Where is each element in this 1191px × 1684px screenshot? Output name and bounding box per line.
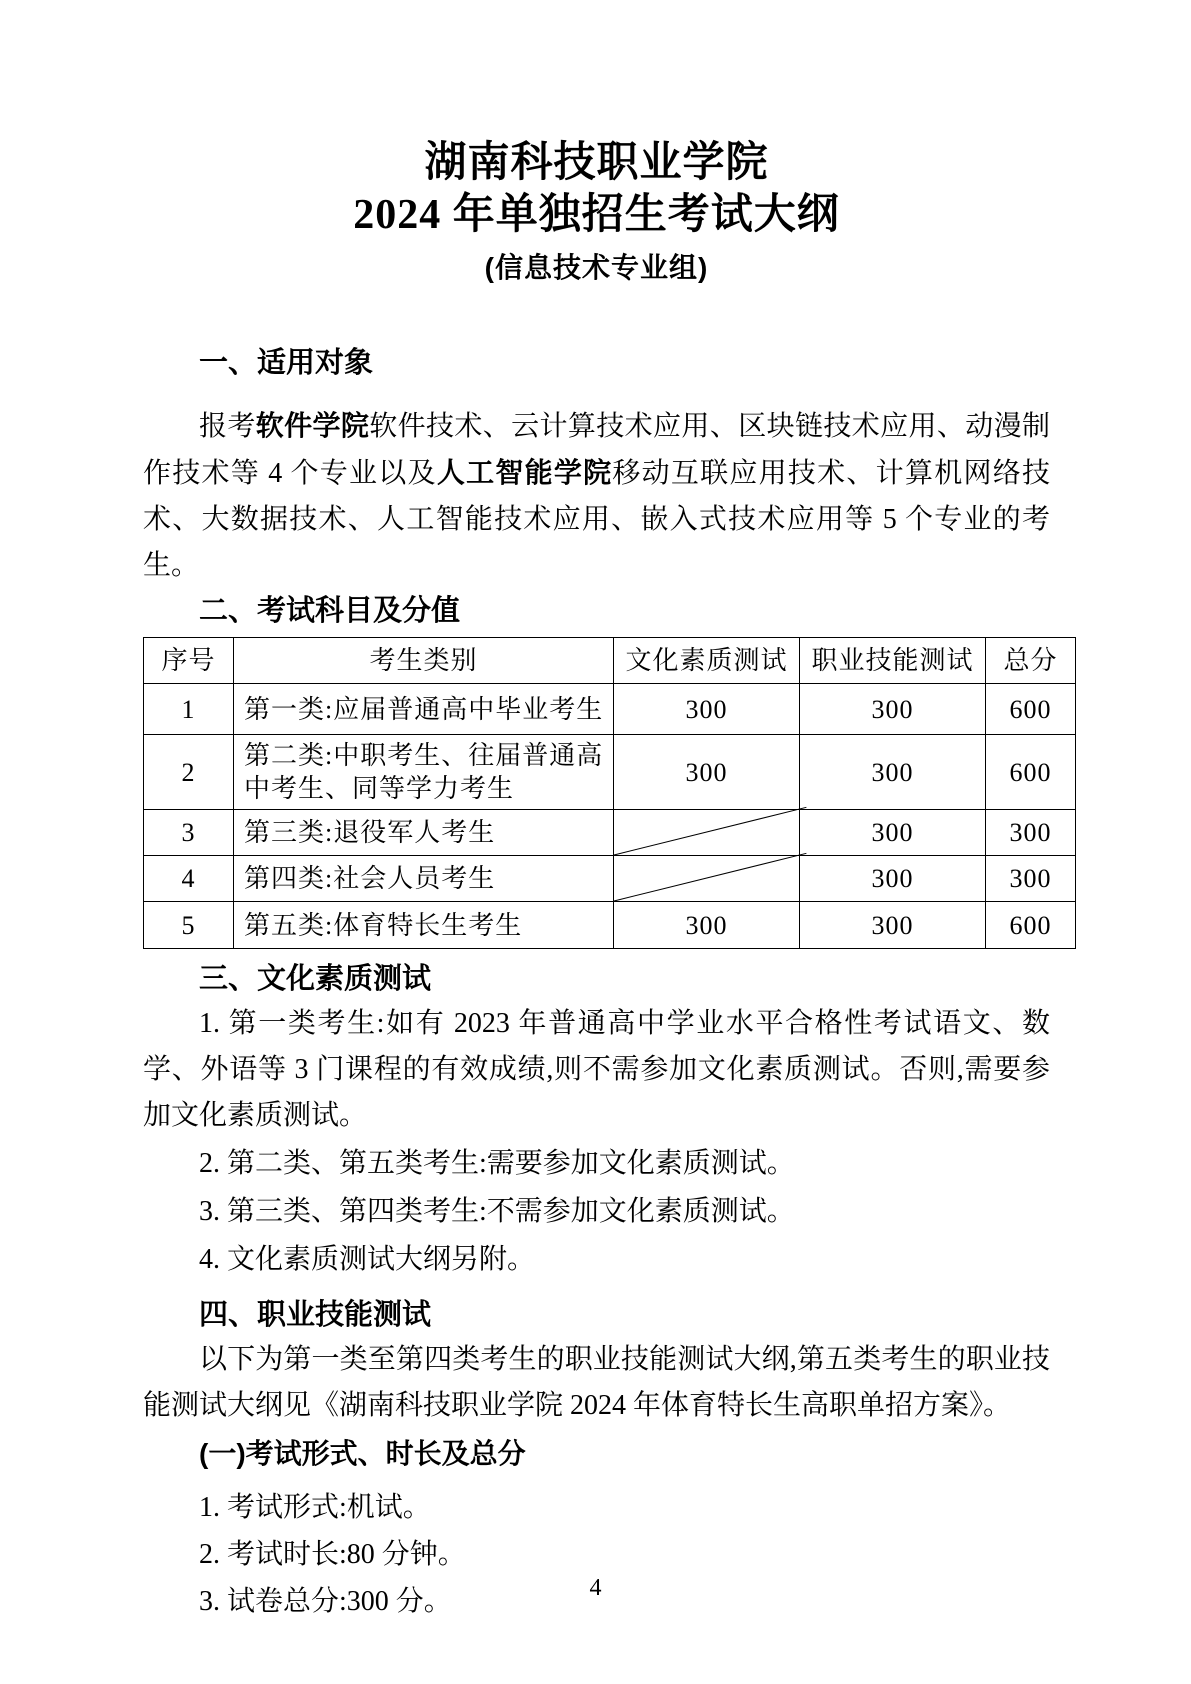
row1-culture-score: 300 [614,684,800,735]
table-header-row [144,638,1076,684]
exam-format-items [143,1485,1050,1625]
scores-table [143,637,1076,949]
exam-format-item-3: 3. 试卷总分:300 分。 [199,1586,452,1617]
page-content [143,0,1058,1625]
skill-test-paragraph: 以下为第一类至第四类考生的职业技能测试大纲,第五类考生的职业技能测试大纲见《湖南科技职业学院 2024 年体育特长生高职单招方案》。 [143,1344,1050,1421]
exam-format-subheading: (一)考试形式、时长及总分 [199,1438,526,1469]
college-name-ai: 人工智能学院 [436,457,613,488]
page-number: 4 [589,1575,602,1601]
row5-category: 第五类:体育特长生考生 [234,902,614,949]
diagonal-line [614,810,799,855]
row5-no: 5 [144,902,234,949]
applicable-seg-2: 软件技术、云计算技术应用、区块链技术应用、动漫制作技术等 4 个专业以及 [143,411,1050,489]
row2-total-score: 600 [986,735,1076,810]
applicable-paragraph [143,403,1050,589]
culture-test-item-3: 3. 第三类、第四类考生:不需参加文化素质测试。 [199,1196,795,1227]
row4-category: 第四类:社会人员考生 [234,856,614,902]
doc-title-line2: 2024 年单独招生考试大纲 [353,192,840,238]
header-cell-skill-test: 职业技能测试 [800,638,986,684]
row3-total-score: 300 [986,810,1076,856]
table-row-3 [144,810,1076,856]
title-block [143,0,1050,289]
exam-format-item-1: 1. 考试形式:机试。 [199,1492,431,1523]
table-row-4 [144,856,1076,902]
row1-no: 1 [144,684,234,735]
section-4-heading: 四、职业技能测试 [199,1299,432,1331]
header-cell-category: 考生类别 [234,638,614,684]
doc-title-line1: 湖南科技职业学院 [424,140,769,186]
row1-total-score: 600 [986,684,1076,735]
row1-category: 第一类:应届普通高中毕业考生 [234,684,614,735]
table-row-1 [144,684,1076,735]
row3-culture-cell [614,810,800,856]
section-2-heading: 二、考试科目及分值 [199,595,461,627]
row5-total-score: 600 [986,902,1076,949]
row5-culture-score: 300 [614,902,800,949]
table-row-5 [144,902,1076,949]
culture-test-item-1: 1. 第一类考生:如有 2023 年普通高中学业水平合格性考试语文、数学、外语等 3 门课程的有效成绩,则不需参加文化素质测试。否则,需要参加文化素质测试。 [143,1008,1050,1131]
row2-culture-score: 300 [614,735,800,810]
row2-category: 第二类:中职考生、往届普通高中考生、同等学力考生 [234,735,614,810]
row2-skill-score: 300 [800,735,986,810]
diagonal-line [614,856,799,901]
applicable-seg-3: 移动互联应用技术、计算机网络技术、大数据技术、人工智能技术应用、嵌入式技术应用等 5 个专业的考生。 [143,458,1050,581]
applicable-seg-1: 报考 [199,411,256,442]
row3-no: 3 [144,810,234,856]
header-cell-no: 序号 [144,638,234,684]
row3-skill-score: 300 [800,810,986,856]
header-cell-culture-test: 文化素质测试 [614,638,800,684]
row4-total-score: 300 [986,856,1076,902]
header-cell-total: 总分 [986,638,1076,684]
row4-culture-cell [614,856,800,902]
section-1-heading: 一、适用对象 [199,347,374,379]
row3-category: 第三类:退役军人考生 [234,810,614,856]
college-name-software: 软件学院 [255,410,370,441]
row4-no: 4 [144,856,234,902]
exam-format-item-2: 2. 考试时长:80 分钟。 [199,1539,466,1570]
doc-subtitle: (信息技术专业组) [484,252,709,283]
section-3-heading: 三、文化素质测试 [199,963,432,995]
row2-no: 2 [144,735,234,810]
row1-skill-score: 300 [800,684,986,735]
row5-skill-score: 300 [800,902,986,949]
culture-test-item-4: 4. 文化素质测试大纲另附。 [199,1244,536,1275]
row4-skill-score: 300 [800,856,986,902]
table-row-2 [144,735,1076,810]
culture-test-item-2: 2. 第二类、第五类考生:需要参加文化素质测试。 [199,1148,795,1179]
